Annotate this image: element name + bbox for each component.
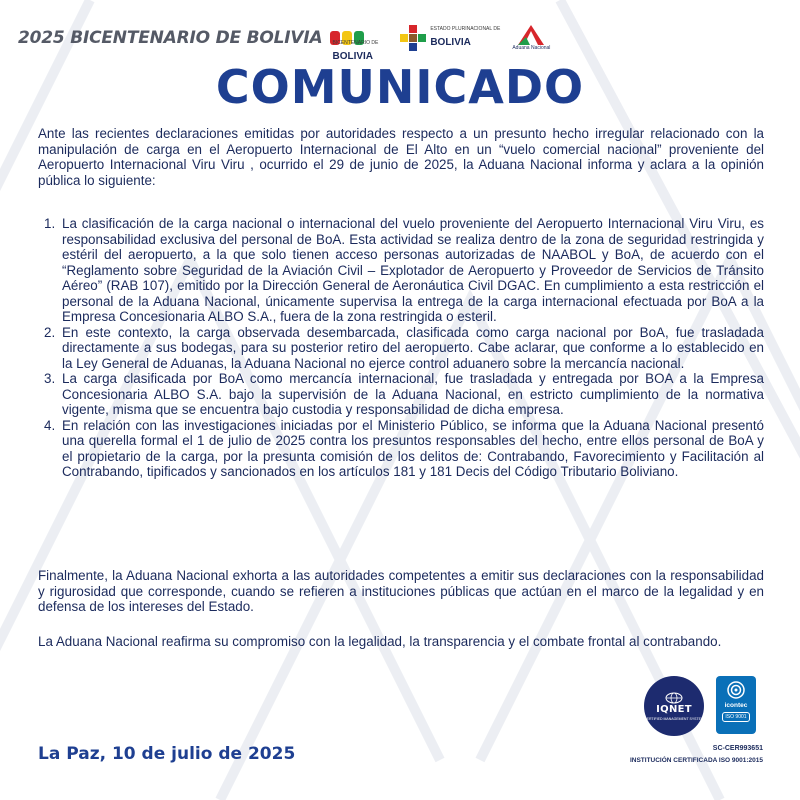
iqnet-subtitle: CERTIFIED MANAGEMENT SYSTEM (644, 716, 704, 721)
list-item (44, 371, 764, 418)
certificate-code: SC-CER993651 (712, 745, 763, 752)
list-item-text: La carga clasificada por BoA como mercancía internacional, fue trasladada y entregada por BOA a la Empresa Concesionaria ALBO S.A. bajo la supervisión de la Aduana Nacional, en estricto cumplimiento de la normativa vigente, misma que se encuentra bajo custodia y responsabilidad de dicha empresa. (62, 371, 764, 417)
iqnet-name: IQNET (656, 703, 692, 715)
header (18, 20, 551, 62)
list-item-text: En este contexto, la carga observada desembarcada, clasificada como carga nacional por BoA, fue trasladada directamente a sus bodegas, para su posterior retiro del aeropuerto. Cabe aclarar, que conforme a lo establecido en la Ley General de Aduanas, la Aduana Nacional no ejerce control aduanero sobre la mercancía nacional. (62, 324, 764, 371)
icontec-circle-icon (726, 680, 746, 700)
list-item (44, 216, 764, 325)
list-item-number: 1. (44, 216, 56, 231)
list-item (44, 418, 764, 480)
statement-list (44, 216, 764, 480)
list-item-text: La clasificación de la carga nacional o internacional del vuelo proveniente del Aeropuerto Internacional Viru Viru, es responsabilidad exclusiva del personal de BoA. Esta actividad se realiza dentro de la zona de seguridad restringida y estéril del aeropuerto, a la que solo tienen acceso personas autorizadas de NAABOL y BoA, de acuerdo con el “Reglamento sobre Seguridad de la Aviación Civil – Explotador de Aeropuerto y Proveedor de Servicios de Tránsito Aéreo” (RAB 107), emitido por la Dirección General de Aeronáutica Civil DGAC. En cumplimiento a esta restricción el personal de la Aduana Nacional, únicamente supervisa la entrega de la carga internacional efectuada por BoA a la Empresa Concesionaria ALBO S.A., fuera de la zona restringida o esteril. (62, 216, 764, 324)
list-item-number: 3. (44, 371, 56, 386)
bicentenario-logo-word: BOLIVIA (332, 51, 374, 62)
aduana-logo-word: Aduana Nacional (512, 45, 551, 51)
page-title: COMUNICADO (215, 60, 585, 114)
estado-logo-word: BOLIVIA (430, 37, 471, 48)
signature-date: La Paz, 10 de julio de 2025 (38, 744, 296, 764)
iqnet-badge (644, 676, 704, 736)
icontec-name: icontec (724, 702, 748, 709)
list-item (44, 325, 764, 372)
intro-paragraph: Ante las recientes declaraciones emitidas por autoridades respecto a un presunto hecho irregular relacionado con la manipulación de carga en el Aeropuerto Internacional de El Alto en un “vuelo comercial nacional” proveniente del Aeropuerto Internacional Viru Viru , ocurrido el 29 de junio de 2025, la Aduana Nacional informa y aclara a la opinión pública lo siguiente: (38, 126, 764, 188)
list-item-text: En relación con las investigaciones iniciadas por el Ministerio Público, se informa que la Aduana Nacional presentó una querella formal el 1 de julio de 2025 contra los presuntos responsables del hecho, entre ellos personal de BoA y el propietario de la carga, por la presunta comisión de los delitos de: Contrabando, Favorecimiento y Facilitación al Contrabando, tipificados y sancionados en los artículos 181 y 181 Decis del Código Tributario Boliviano. (62, 417, 764, 479)
certification-badges (644, 676, 764, 738)
aduana-triangle-icon (518, 25, 544, 45)
bicentenario-logo (330, 12, 378, 64)
coat-of-arms-icon (400, 25, 426, 51)
closing-paragraph-1: Finalmente, la Aduana Nacional exhorta a las autoridades competentes a emitir sus declaraciones con la responsabilidad y rigurosidad que corresponde, cuando se refieren a instituciones públicas que actúan en el marco de la legalidad y en defensa de los intereses del Estado. (38, 568, 764, 614)
estado-logo-small-text: ESTADO PLURINACIONAL DE (430, 26, 501, 32)
closing-paragraph-2: La Aduana Nacional reafirma su compromiso con la legalidad, la transparencia y el combate frontal al contrabando. (38, 634, 722, 649)
bicentennial-tagline: 2025 BICENTENARIO DE BOLIVIA (18, 28, 323, 48)
certified-institution-label: INSTITUCIÓN CERTIFICADA ISO 9001:2015 (629, 757, 763, 764)
icontec-iso-label: ISO 9001 (722, 712, 749, 722)
icontec-badge (716, 676, 756, 734)
bicentenario-logo-small-text: BICENTENARIO DE (332, 40, 379, 46)
iqnet-globe-icon (665, 692, 683, 704)
list-item-number: 2. (44, 324, 56, 340)
estado-plurinacional-logo (400, 25, 500, 51)
list-item-number: 4. (44, 417, 56, 433)
aduana-nacional-logo (512, 25, 550, 51)
